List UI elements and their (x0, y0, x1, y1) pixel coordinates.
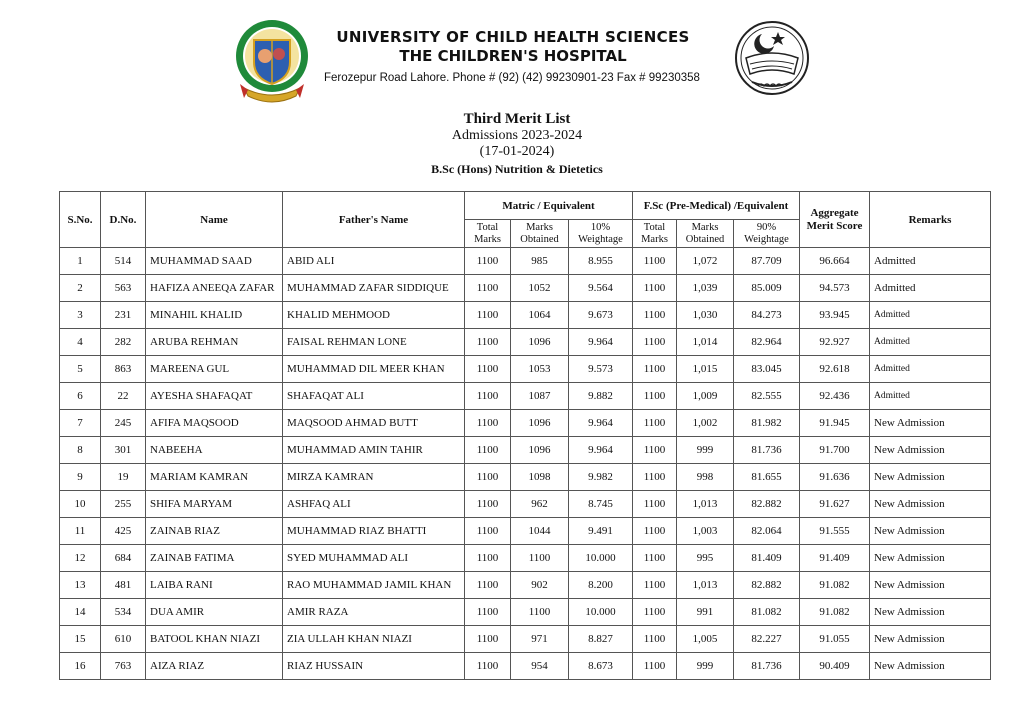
cell-m-total: 1100 (465, 599, 511, 626)
cell-f-total: 1100 (633, 491, 677, 518)
cell-name: AFIFA MAQSOOD (146, 410, 283, 437)
cell-f-obt: 998 (677, 464, 734, 491)
cell-m-w: 9.982 (569, 464, 633, 491)
cell-agg: 91.082 (800, 599, 870, 626)
col-dno: D.No. (101, 192, 146, 248)
cell-m-total: 1100 (465, 518, 511, 545)
cell-m-total: 1100 (465, 491, 511, 518)
cell-f-obt: 1,009 (677, 383, 734, 410)
cell-f-obt: 1,039 (677, 275, 734, 302)
cell-father: SYED MUHAMMAD ALI (283, 545, 465, 572)
cell-father: FAISAL REHMAN LONE (283, 329, 465, 356)
cell-m-obt: 1096 (511, 410, 569, 437)
cell-remarks: New Admission (870, 491, 991, 518)
cell-f-total: 1100 (633, 626, 677, 653)
cell-m-total: 1100 (465, 383, 511, 410)
cell-f-total: 1100 (633, 275, 677, 302)
cell-m-obt: 1098 (511, 464, 569, 491)
col-father: Father's Name (283, 192, 465, 248)
cell-agg: 91.636 (800, 464, 870, 491)
cell-m-obt: 971 (511, 626, 569, 653)
cell-f-w: 87.709 (734, 248, 800, 275)
list-date: (17-01-2024) (479, 144, 555, 159)
table-row (60, 545, 991, 572)
cell-m-w: 8.827 (569, 626, 633, 653)
cell-remarks: New Admission (870, 572, 991, 599)
cell-sno: 4 (60, 329, 101, 356)
cell-remarks: Admitted (870, 275, 991, 302)
cell-f-total: 1100 (633, 545, 677, 572)
program-name: B.Sc (Hons) Nutrition & Dietetics (431, 162, 603, 176)
cell-name: MAREENA GUL (146, 356, 283, 383)
cell-f-obt: 1,072 (677, 248, 734, 275)
table-row (60, 518, 991, 545)
merit-list-title: Third Merit List (463, 111, 571, 127)
cell-agg: 91.409 (800, 545, 870, 572)
col-aggregate: Aggregate Merit Score (800, 192, 870, 248)
cell-dno: 481 (101, 572, 146, 599)
cell-m-w: 9.964 (569, 410, 633, 437)
cell-father: MAQSOOD AHMAD BUTT (283, 410, 465, 437)
cell-name: LAIBA RANI (146, 572, 283, 599)
cell-f-w: 82.555 (734, 383, 800, 410)
cell-remarks: Admitted (870, 383, 991, 410)
table-row (60, 572, 991, 599)
cell-remarks: New Admission (870, 437, 991, 464)
cell-f-total: 1100 (633, 383, 677, 410)
cell-f-total: 1100 (633, 410, 677, 437)
col-matric-weightage: 10% Weightage (569, 220, 633, 248)
cell-m-obt: 1096 (511, 437, 569, 464)
cell-dno: 22 (101, 383, 146, 410)
cell-father: RAO MUHAMMAD JAMIL KHAN (283, 572, 465, 599)
cell-father: MUHAMMAD DIL MEER KHAN (283, 356, 465, 383)
cell-name: AYESHA SHAFAQAT (146, 383, 283, 410)
cell-f-total: 1100 (633, 329, 677, 356)
cell-f-total: 1100 (633, 599, 677, 626)
cell-father: ZIA ULLAH KHAN NIAZI (283, 626, 465, 653)
cell-remarks: New Admission (870, 599, 991, 626)
cell-f-obt: 999 (677, 437, 734, 464)
cell-m-total: 1100 (465, 329, 511, 356)
cell-f-w: 82.227 (734, 626, 800, 653)
cell-m-total: 1100 (465, 464, 511, 491)
cell-m-obt: 1064 (511, 302, 569, 329)
cell-m-total: 1100 (465, 410, 511, 437)
cell-sno: 10 (60, 491, 101, 518)
cell-m-w: 8.200 (569, 572, 633, 599)
cell-agg: 91.627 (800, 491, 870, 518)
cell-sno: 1 (60, 248, 101, 275)
cell-sno: 15 (60, 626, 101, 653)
punjab-government-emblem-icon (724, 18, 820, 102)
cell-f-w: 81.982 (734, 410, 800, 437)
col-group-fsc: F.Sc (Pre-Medical) /Equivalent (633, 192, 800, 220)
cell-f-total: 1100 (633, 356, 677, 383)
cell-f-total: 1100 (633, 518, 677, 545)
cell-name: MARIAM KAMRAN (146, 464, 283, 491)
cell-agg: 90.409 (800, 653, 870, 680)
cell-f-w: 81.736 (734, 653, 800, 680)
cell-m-obt: 902 (511, 572, 569, 599)
cell-f-total: 1100 (633, 437, 677, 464)
cell-m-obt: 1044 (511, 518, 569, 545)
cell-m-w: 9.964 (569, 329, 633, 356)
cell-m-w: 9.673 (569, 302, 633, 329)
cell-dno: 563 (101, 275, 146, 302)
cell-sno: 13 (60, 572, 101, 599)
address-line: Ferozepur Road Lahore. Phone # (92) (42) 99230901-23 Fax # 99230358 (324, 72, 700, 84)
cell-remarks: New Admission (870, 626, 991, 653)
cell-name: ZAINAB RIAZ (146, 518, 283, 545)
cell-agg: 94.573 (800, 275, 870, 302)
cell-m-obt: 1096 (511, 329, 569, 356)
university-name: UNIVERSITY OF CHILD HEALTH SCIENCES (336, 28, 690, 46)
cell-f-obt: 1,013 (677, 572, 734, 599)
cell-f-total: 1100 (633, 653, 677, 680)
cell-m-total: 1100 (465, 572, 511, 599)
cell-dno: 19 (101, 464, 146, 491)
cell-m-w: 9.964 (569, 437, 633, 464)
table-row (60, 329, 991, 356)
cell-sno: 11 (60, 518, 101, 545)
table-row (60, 626, 991, 653)
cell-m-total: 1100 (465, 248, 511, 275)
cell-dno: 534 (101, 599, 146, 626)
cell-father: ABID ALI (283, 248, 465, 275)
merit-table (59, 191, 991, 680)
cell-remarks: Admitted (870, 329, 991, 356)
cell-f-obt: 1,015 (677, 356, 734, 383)
table-row (60, 248, 991, 275)
cell-dno: 763 (101, 653, 146, 680)
cell-f-obt: 1,003 (677, 518, 734, 545)
cell-name: BATOOL KHAN NIAZI (146, 626, 283, 653)
cell-m-w: 8.955 (569, 248, 633, 275)
table-row (60, 410, 991, 437)
cell-remarks: Admitted (870, 356, 991, 383)
table-row (60, 275, 991, 302)
cell-dno: 425 (101, 518, 146, 545)
cell-sno: 12 (60, 545, 101, 572)
cell-name: MUHAMMAD SAAD (146, 248, 283, 275)
cell-m-total: 1100 (465, 302, 511, 329)
cell-name: AIZA RIAZ (146, 653, 283, 680)
cell-sno: 3 (60, 302, 101, 329)
table-row (60, 302, 991, 329)
cell-sno: 8 (60, 437, 101, 464)
cell-f-obt: 1,014 (677, 329, 734, 356)
cell-f-obt: 1,005 (677, 626, 734, 653)
cell-agg: 91.945 (800, 410, 870, 437)
cell-f-w: 85.009 (734, 275, 800, 302)
cell-remarks: Admitted (870, 248, 991, 275)
cell-remarks: New Admission (870, 518, 991, 545)
cell-father: AMIR RAZA (283, 599, 465, 626)
cell-agg: 92.618 (800, 356, 870, 383)
cell-dno: 282 (101, 329, 146, 356)
col-group-matric: Matric / Equivalent (465, 192, 633, 220)
cell-m-w: 10.000 (569, 545, 633, 572)
cell-f-total: 1100 (633, 464, 677, 491)
table-row (60, 491, 991, 518)
cell-f-total: 1100 (633, 572, 677, 599)
cell-name: HAFIZA ANEEQA ZAFAR (146, 275, 283, 302)
cell-m-w: 9.882 (569, 383, 633, 410)
cell-m-w: 10.000 (569, 599, 633, 626)
cell-agg: 91.082 (800, 572, 870, 599)
cell-m-total: 1100 (465, 275, 511, 302)
cell-father: MUHAMMAD AMIN TAHIR (283, 437, 465, 464)
cell-m-obt: 954 (511, 653, 569, 680)
cell-sno: 5 (60, 356, 101, 383)
col-sno: S.No. (60, 192, 101, 248)
col-matric-total: Total Marks (465, 220, 511, 248)
cell-remarks: New Admission (870, 545, 991, 572)
cell-father: ASHFAQ ALI (283, 491, 465, 518)
cell-m-total: 1100 (465, 626, 511, 653)
cell-f-w: 82.964 (734, 329, 800, 356)
cell-remarks: New Admission (870, 464, 991, 491)
cell-sno: 7 (60, 410, 101, 437)
table-row (60, 356, 991, 383)
cell-agg: 92.927 (800, 329, 870, 356)
university-crest-icon (232, 18, 312, 104)
cell-agg: 92.436 (800, 383, 870, 410)
cell-f-obt: 991 (677, 599, 734, 626)
cell-father: KHALID MEHMOOD (283, 302, 465, 329)
cell-name: NABEEHA (146, 437, 283, 464)
table-row (60, 383, 991, 410)
cell-name: DUA AMIR (146, 599, 283, 626)
cell-f-w: 82.882 (734, 491, 800, 518)
cell-father: RIAZ HUSSAIN (283, 653, 465, 680)
cell-sno: 14 (60, 599, 101, 626)
table-row (60, 464, 991, 491)
cell-f-total: 1100 (633, 248, 677, 275)
cell-m-total: 1100 (465, 653, 511, 680)
hospital-name: THE CHILDREN'S HOSPITAL (399, 47, 627, 65)
cell-dno: 301 (101, 437, 146, 464)
cell-sno: 16 (60, 653, 101, 680)
cell-name: MINAHIL KHALID (146, 302, 283, 329)
cell-dno: 610 (101, 626, 146, 653)
cell-f-obt: 1,002 (677, 410, 734, 437)
cell-m-obt: 962 (511, 491, 569, 518)
cell-m-obt: 1100 (511, 545, 569, 572)
cell-f-w: 81.409 (734, 545, 800, 572)
cell-f-w: 81.082 (734, 599, 800, 626)
cell-agg: 93.945 (800, 302, 870, 329)
col-fsc-total: Total Marks (633, 220, 677, 248)
cell-f-w: 82.882 (734, 572, 800, 599)
cell-name: ZAINAB FATIMA (146, 545, 283, 572)
cell-m-obt: 1100 (511, 599, 569, 626)
cell-dno: 514 (101, 248, 146, 275)
cell-f-obt: 1,030 (677, 302, 734, 329)
cell-father: MUHAMMAD RIAZ BHATTI (283, 518, 465, 545)
cell-dno: 684 (101, 545, 146, 572)
cell-m-obt: 985 (511, 248, 569, 275)
cell-m-total: 1100 (465, 437, 511, 464)
cell-m-total: 1100 (465, 545, 511, 572)
table-row (60, 437, 991, 464)
col-remarks: Remarks (870, 192, 991, 248)
cell-m-w: 8.745 (569, 491, 633, 518)
admissions-session: Admissions 2023-2024 (451, 128, 583, 143)
cell-f-w: 82.064 (734, 518, 800, 545)
cell-m-obt: 1053 (511, 356, 569, 383)
col-name: Name (146, 192, 283, 248)
cell-agg: 91.700 (800, 437, 870, 464)
table-row (60, 599, 991, 626)
cell-f-total: 1100 (633, 302, 677, 329)
cell-sno: 6 (60, 383, 101, 410)
cell-sno: 2 (60, 275, 101, 302)
col-fsc-weightage: 90% Weightage (734, 220, 800, 248)
cell-name: ARUBA REHMAN (146, 329, 283, 356)
cell-m-obt: 1052 (511, 275, 569, 302)
cell-m-obt: 1087 (511, 383, 569, 410)
cell-dno: 231 (101, 302, 146, 329)
cell-f-obt: 1,013 (677, 491, 734, 518)
cell-m-w: 8.673 (569, 653, 633, 680)
cell-agg: 91.555 (800, 518, 870, 545)
cell-f-w: 81.736 (734, 437, 800, 464)
cell-m-w: 9.491 (569, 518, 633, 545)
cell-f-obt: 995 (677, 545, 734, 572)
cell-remarks: Admitted (870, 302, 991, 329)
cell-f-w: 84.273 (734, 302, 800, 329)
cell-name: SHIFA MARYAM (146, 491, 283, 518)
cell-dno: 255 (101, 491, 146, 518)
cell-dno: 863 (101, 356, 146, 383)
cell-agg: 96.664 (800, 248, 870, 275)
cell-dno: 245 (101, 410, 146, 437)
col-fsc-obtained: Marks Obtained (677, 220, 734, 248)
cell-m-w: 9.564 (569, 275, 633, 302)
col-matric-obtained: Marks Obtained (511, 220, 569, 248)
cell-f-w: 83.045 (734, 356, 800, 383)
cell-f-obt: 999 (677, 653, 734, 680)
cell-f-w: 81.655 (734, 464, 800, 491)
cell-sno: 9 (60, 464, 101, 491)
cell-father: SHAFAQAT ALI (283, 383, 465, 410)
cell-agg: 91.055 (800, 626, 870, 653)
cell-m-total: 1100 (465, 356, 511, 383)
cell-father: MIRZA KAMRAN (283, 464, 465, 491)
table-row (60, 653, 991, 680)
cell-father: MUHAMMAD ZAFAR SIDDIQUE (283, 275, 465, 302)
cell-m-w: 9.573 (569, 356, 633, 383)
cell-remarks: New Admission (870, 410, 991, 437)
cell-remarks: New Admission (870, 653, 991, 680)
